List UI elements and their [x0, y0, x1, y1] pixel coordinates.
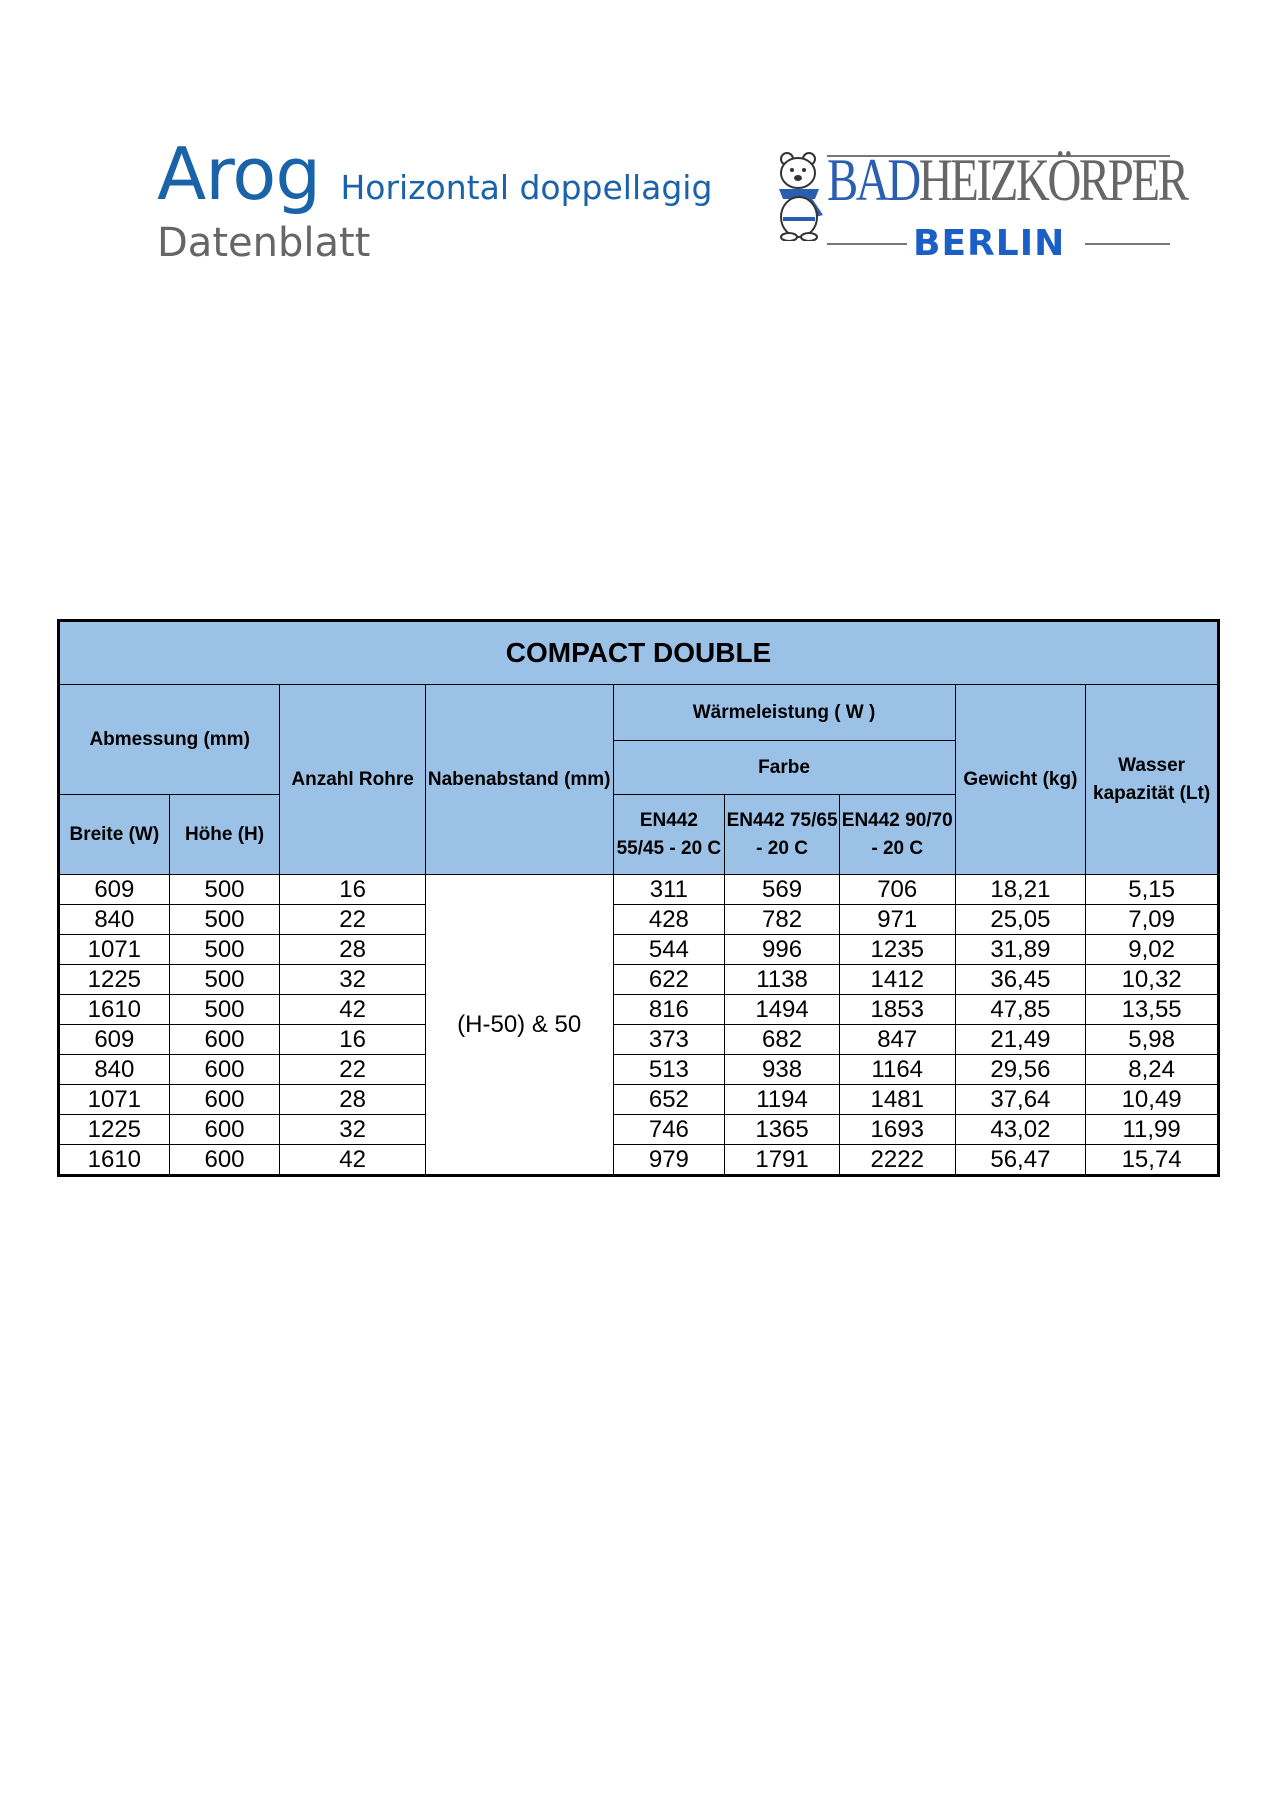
header-nabenabstand: Nabenabstand (mm) [425, 685, 613, 875]
cell-rohre: 16 [280, 875, 426, 905]
header-anzahl-rohre: Anzahl Rohre [280, 685, 426, 875]
cell-breite: 1610 [59, 1145, 170, 1176]
bear-mascot-icon [775, 149, 827, 241]
logo-rule-right [1085, 243, 1170, 245]
cell-en1: 544 [613, 935, 725, 965]
cell-rohre: 22 [280, 1055, 426, 1085]
logo-rule-left [827, 243, 907, 245]
title-block [157, 132, 713, 216]
spec-table [57, 619, 1220, 1177]
cell-en2: 569 [725, 875, 840, 905]
cell-en2: 996 [725, 935, 840, 965]
cell-breite: 1071 [59, 1085, 170, 1115]
cell-en2: 1194 [725, 1085, 840, 1115]
cell-nabenabstand: (H-50) & 50 [425, 875, 613, 1176]
cell-gewicht: 18,21 [955, 875, 1086, 905]
cell-rohre: 32 [280, 1115, 426, 1145]
cell-gewicht: 56,47 [955, 1145, 1086, 1176]
brand-logo [775, 145, 1187, 265]
cell-en3: 847 [839, 1025, 955, 1055]
cell-wasser: 15,74 [1086, 1145, 1219, 1176]
cell-hoehe: 500 [169, 995, 280, 1025]
header-breite: Breite (W) [59, 795, 170, 875]
table-body [59, 875, 1219, 1176]
cell-breite: 1071 [59, 935, 170, 965]
cell-hoehe: 600 [169, 1145, 280, 1176]
logo-wordmark [827, 145, 1187, 215]
cell-gewicht: 47,85 [955, 995, 1086, 1025]
cell-rohre: 16 [280, 1025, 426, 1055]
logo-word-heizkoerper: HEIZKÖRPER [918, 147, 1187, 213]
cell-hoehe: 600 [169, 1055, 280, 1085]
cell-en1: 311 [613, 875, 725, 905]
cell-en1: 622 [613, 965, 725, 995]
cell-wasser: 13,55 [1086, 995, 1219, 1025]
cell-en3: 1853 [839, 995, 955, 1025]
header-farbe: Farbe [613, 741, 955, 795]
table-row [59, 1025, 1219, 1055]
document-type: Datenblatt [157, 220, 371, 266]
cell-breite: 840 [59, 905, 170, 935]
cell-hoehe: 500 [169, 935, 280, 965]
cell-gewicht: 43,02 [955, 1115, 1086, 1145]
cell-wasser: 8,24 [1086, 1055, 1219, 1085]
cell-en3: 1693 [839, 1115, 955, 1145]
cell-en2: 1791 [725, 1145, 840, 1176]
table-row [59, 1145, 1219, 1176]
cell-rohre: 22 [280, 905, 426, 935]
logo-word-bad: BAD [827, 147, 919, 213]
cell-en1: 513 [613, 1055, 725, 1085]
cell-gewicht: 36,45 [955, 965, 1086, 995]
cell-hoehe: 500 [169, 965, 280, 995]
cell-wasser: 7,09 [1086, 905, 1219, 935]
cell-breite: 609 [59, 1025, 170, 1055]
cell-en3: 706 [839, 875, 955, 905]
cell-en2: 938 [725, 1055, 840, 1085]
cell-hoehe: 500 [169, 875, 280, 905]
cell-gewicht: 31,89 [955, 935, 1086, 965]
cell-en3: 1235 [839, 935, 955, 965]
cell-rohre: 42 [280, 995, 426, 1025]
table-title: COMPACT DOUBLE [59, 621, 1219, 685]
cell-gewicht: 21,49 [955, 1025, 1086, 1055]
cell-breite: 609 [59, 875, 170, 905]
table-row [59, 875, 1219, 905]
cell-gewicht: 25,05 [955, 905, 1086, 935]
cell-breite: 1610 [59, 995, 170, 1025]
cell-en3: 1481 [839, 1085, 955, 1115]
table-row [59, 935, 1219, 965]
table-row [59, 1085, 1219, 1115]
cell-en2: 782 [725, 905, 840, 935]
logo-berlin: BERLIN [913, 223, 1066, 264]
product-name: Arog [157, 132, 321, 216]
cell-wasser: 11,99 [1086, 1115, 1219, 1145]
cell-en2: 1494 [725, 995, 840, 1025]
cell-en1: 746 [613, 1115, 725, 1145]
table-row [59, 965, 1219, 995]
header-gewicht: Gewicht (kg) [955, 685, 1086, 875]
cell-wasser: 10,32 [1086, 965, 1219, 995]
header-en442-75-65: EN442 75/65 - 20 C [725, 795, 840, 875]
cell-rohre: 32 [280, 965, 426, 995]
product-subtitle: Horizontal doppellagig [340, 168, 713, 207]
cell-en3: 1412 [839, 965, 955, 995]
cell-hoehe: 500 [169, 905, 280, 935]
cell-en1: 428 [613, 905, 725, 935]
cell-en2: 1365 [725, 1115, 840, 1145]
cell-rohre: 28 [280, 935, 426, 965]
cell-hoehe: 600 [169, 1085, 280, 1115]
cell-breite: 840 [59, 1055, 170, 1085]
header-hoehe: Höhe (H) [169, 795, 280, 875]
cell-en1: 816 [613, 995, 725, 1025]
cell-wasser: 10,49 [1086, 1085, 1219, 1115]
cell-wasser: 9,02 [1086, 935, 1219, 965]
cell-en1: 652 [613, 1085, 725, 1115]
cell-wasser: 5,15 [1086, 875, 1219, 905]
table-row [59, 905, 1219, 935]
cell-en2: 682 [725, 1025, 840, 1055]
header-abmessung: Abmessung (mm) [59, 685, 280, 795]
cell-rohre: 42 [280, 1145, 426, 1176]
cell-en3: 2222 [839, 1145, 955, 1176]
header-en442-55-45: EN442 55/45 - 20 C [613, 795, 725, 875]
table-row [59, 1055, 1219, 1085]
header-en442-90-70: EN442 90/70 - 20 C [839, 795, 955, 875]
header-waermeleistung: Wärmeleistung ( W ) [613, 685, 955, 741]
cell-en3: 1164 [839, 1055, 955, 1085]
cell-hoehe: 600 [169, 1115, 280, 1145]
cell-en1: 979 [613, 1145, 725, 1176]
cell-wasser: 5,98 [1086, 1025, 1219, 1055]
cell-gewicht: 37,64 [955, 1085, 1086, 1115]
cell-breite: 1225 [59, 1115, 170, 1145]
cell-en2: 1138 [725, 965, 840, 995]
table-row [59, 995, 1219, 1025]
cell-rohre: 28 [280, 1085, 426, 1115]
cell-en1: 373 [613, 1025, 725, 1055]
cell-gewicht: 29,56 [955, 1055, 1086, 1085]
cell-breite: 1225 [59, 965, 170, 995]
header-wasser: Wasser kapazität (Lt) [1086, 685, 1219, 875]
table-row [59, 1115, 1219, 1145]
cell-en3: 971 [839, 905, 955, 935]
cell-hoehe: 600 [169, 1025, 280, 1055]
